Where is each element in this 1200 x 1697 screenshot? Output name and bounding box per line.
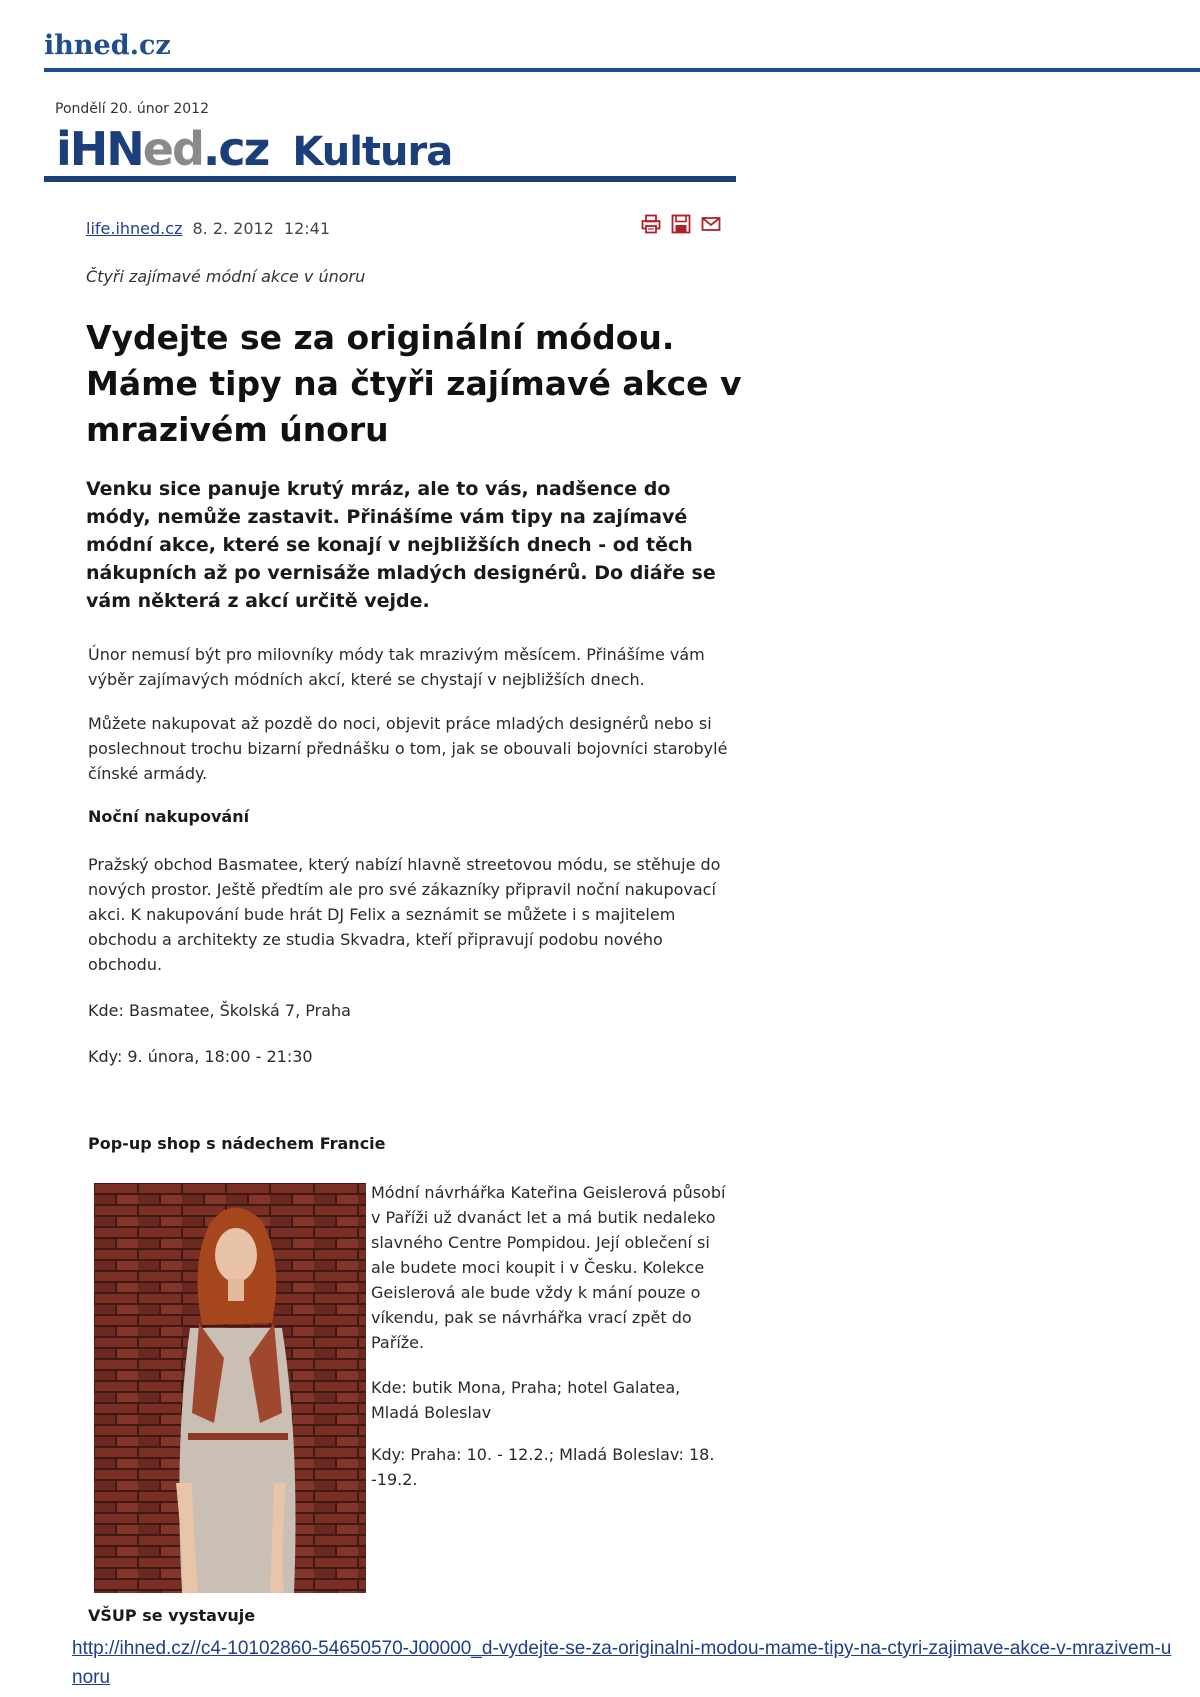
logo-divider — [44, 176, 736, 182]
section-heading-vsup: VŠUP se vystavuje — [88, 1606, 256, 1625]
section-name[interactable]: Kultura — [292, 129, 453, 175]
logo-part-cz: .cz — [202, 122, 269, 176]
section-body-night-shopping: Pražský obchod Basmatee, který nabízí hlavně streetovou módu, se stěhuje do nových prostor. Ještě předtím ale pro své zákazníky připravil noční nakupovací akci. K nakupování bude hrát DJ Felix a seznámit se můžete i s majitelem obchodu a architekty ze studia Skvadra, kteří připravují podobu nového obchodu. — [88, 855, 721, 974]
article-tools — [641, 214, 721, 234]
ihned-logo[interactable] — [56, 122, 452, 174]
logo-wordmark — [56, 122, 268, 176]
intro-paragraph-1: Únor nemusí být pro milovníky módy tak mrazivým měsícem. Přinášíme vám výběr zajímavých módních akcí, které se chystají v nejbližších dnech. — [88, 645, 705, 689]
save-icon[interactable] — [671, 214, 691, 234]
logo-part-ihn: iHN — [56, 122, 143, 176]
source-link[interactable]: life.ihned.cz — [86, 219, 183, 238]
popup-shop-when: Kdy: Praha: 10. - 12.2.; Mladá Boleslav: 18. -19.2. — [371, 1445, 715, 1489]
source-url-link[interactable]: http://ihned.cz//c4-10102860-54650570-J00000_d-vydejte-se-za-originalni-modou-mame-tipy-na-ctyri-zajimave-akce-v-mrazivem-unoru — [72, 1638, 1172, 1688]
header-divider — [44, 68, 1200, 72]
night-shopping-when: Kdy: 9. února, 18:00 - 21:30 — [88, 1047, 313, 1066]
section-heading-night-shopping: Noční nakupování — [88, 807, 250, 826]
popup-shop-where: Kde: butik Mona, Praha; hotel Galatea, Mladá Boleslav — [371, 1378, 681, 1422]
intro-paragraph-2: Můžete nakupovat až pozdě do noci, objevit práce mladých designérů nebo si poslechnout trochu bizarní přednášku o tom, jak se obouvali bojovníci starobylé čínské armády. — [88, 714, 728, 783]
email-icon[interactable] — [701, 214, 721, 234]
section-heading-popup-shop: Pop-up shop s nádechem Francie — [88, 1134, 386, 1153]
article-kicker: Čtyři zajímavé módní akce v únoru — [86, 267, 366, 286]
night-shopping-where: Kde: Basmatee, Školská 7, Praha — [88, 1001, 351, 1020]
date-line: Pondělí 20. únor 2012 — [55, 101, 209, 114]
article-meta — [86, 219, 330, 238]
article-time: 12:41 — [283, 219, 330, 238]
print-icon[interactable] — [641, 214, 661, 234]
article-perex: Venku sice panuje krutý mráz, ale to vás, nadšence do módy, nemůže zastavit. Přinášíme vám tipy na zajímavé módní akce, které se konají v nejbližších dnech - od těch nákupních až po vernisáže mladých designérů. Do diáře se vám některá z akcí určitě vejde. — [86, 478, 716, 612]
section-body-popup-shop: Módní návrhářka Kateřina Geislerová působí v Paříži už dvanáct let a má butik nedaleko slavného Centre Pompidou. Její oblečení si ale budete moci koupit i v Česku. Kolekce Geislerová ale bude vždy k mání pouze o víkendu, pak se návrhářka vrací zpět do Paříže. — [371, 1183, 726, 1352]
article-headline: Vydejte se za originální módou. Máme tipy na čtyři zajímavé akce v mrazivém únoru — [86, 318, 742, 449]
site-title: ihned.cz — [44, 30, 171, 61]
article-date: 8. 2. 2012 — [192, 219, 274, 238]
designer-photo — [94, 1183, 366, 1593]
logo-part-ed: ed — [142, 122, 203, 176]
